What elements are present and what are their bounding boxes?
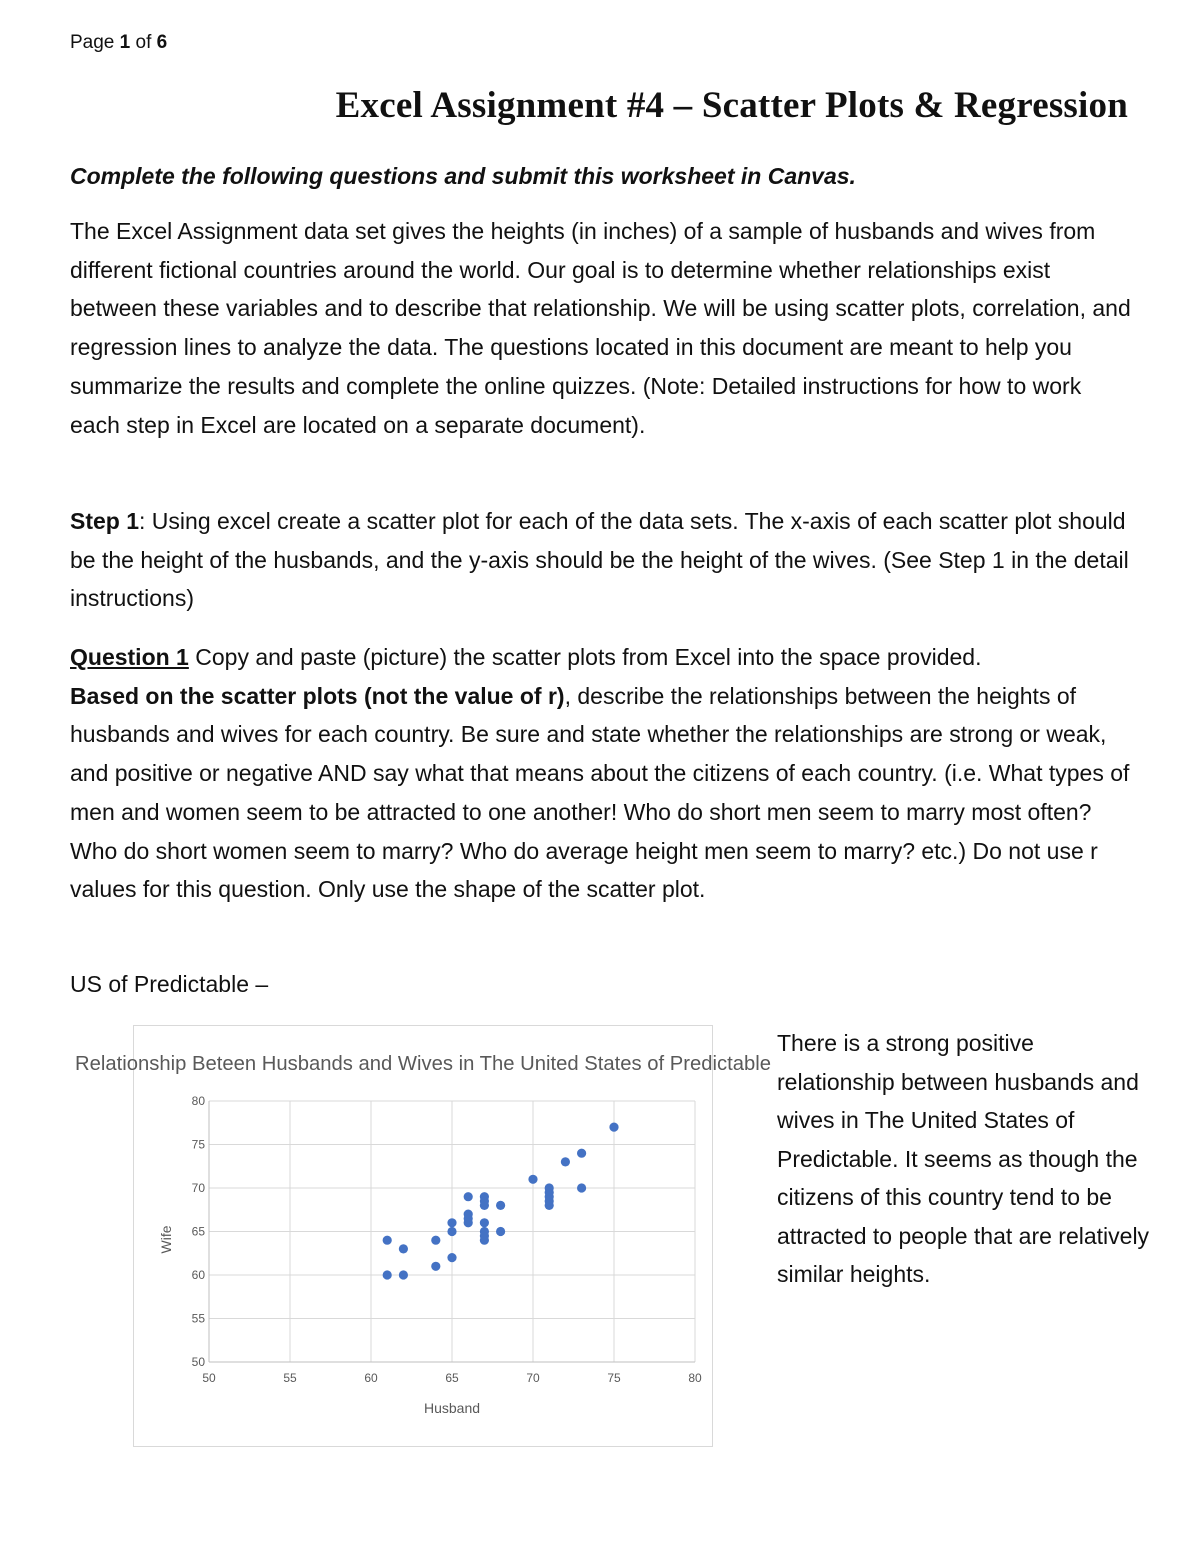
data-point: [480, 1218, 489, 1227]
data-point: [496, 1227, 505, 1236]
page-total: 6: [156, 32, 168, 53]
step1-label: Step 1: [70, 508, 140, 534]
page-current: 1: [119, 32, 131, 53]
question1-label: Question 1: [70, 644, 189, 670]
data-point: [609, 1123, 618, 1132]
data-point: [464, 1192, 473, 1201]
x-tick-label: 55: [283, 1371, 297, 1385]
question1-bold: Based on the scatter plots (not the value of r): [70, 682, 565, 709]
y-tick-label: 65: [191, 1224, 205, 1239]
page-of: of: [135, 32, 152, 53]
y-tick-label: 60: [191, 1268, 205, 1282]
data-point: [480, 1201, 489, 1210]
y-tick-label: 55: [191, 1311, 205, 1326]
data-point: [447, 1218, 456, 1227]
x-tick-label: 60: [364, 1371, 378, 1385]
data-point: [464, 1218, 473, 1227]
data-point: [447, 1253, 456, 1262]
x-tick-label: 65: [445, 1371, 459, 1385]
document-title: Excel Assignment #4 – Scatter Plots & Regression: [335, 85, 1128, 126]
x-tick-label: 80: [688, 1371, 702, 1385]
step1-paragraph: [70, 502, 1132, 618]
question1-text-b: , describe the relationships between the heights of husbands and wives for each country. Be sure and state whether the relationships are strong or weak, and positive or negative AND say what that means about the citizens of each country. (i.e. What types of men and women seem to be attracted to one another! Who do short men seem to marry most often? Who do short women seem to marry? Who do average height men seem to marry? etc.) Do not use r values for this question. Only use the shape of the scatter plot.: [70, 682, 1130, 903]
data-point: [561, 1157, 570, 1166]
data-point: [528, 1175, 537, 1184]
intro-paragraph: The Excel Assignment data set gives the heights (in inches) of a sample of husbands and wives from different fictional countries around the world. Our goal is to determine whether relationships exist between these variables and to describe that relationship. We will be using scatter plots, correlation, and regression lines to analyze the data. The questions located in this document are meant to help you summarize the results and complete the online quizzes. (Note: Detailed instructions for how to work each step in Excel are located on a separate document).: [70, 218, 1131, 438]
x-tick-label: 75: [607, 1371, 621, 1385]
step1-text: : Using excel create a scatter plot for each of the data sets. The x-axis of each scatter plot should be the height of the husbands, and the y-axis should be the height of the wives. (See Step 1 in the detail instructions): [70, 508, 1129, 612]
data-point: [399, 1270, 408, 1279]
x-tick-label: 50: [202, 1371, 216, 1385]
y-tick-label: 75: [191, 1137, 205, 1152]
x-axis-title: Husband: [423, 1400, 481, 1416]
page-number: [70, 32, 167, 54]
data-point: [545, 1201, 554, 1210]
data-point: [399, 1244, 408, 1253]
data-point: [383, 1270, 392, 1279]
data-point: [496, 1201, 505, 1210]
data-point: [431, 1236, 440, 1245]
question1-text-a: Copy and paste (picture) the scatter plots from Excel into the space provided.: [188, 644, 982, 670]
data-point: [480, 1236, 489, 1245]
y-tick-label: 80: [191, 1094, 205, 1108]
chart-title: Relationship Beteen Husbands and Wives in The United States of Predictable: [75, 1053, 771, 1075]
country-heading: US of Predictable –: [70, 971, 269, 997]
y-tick-label: 70: [191, 1181, 205, 1195]
data-point: [383, 1236, 392, 1245]
data-point: [577, 1183, 586, 1192]
data-point: [431, 1262, 440, 1271]
question1-paragraph: [70, 638, 1132, 909]
scatter-chart: [75, 1025, 771, 1447]
page-label: Page: [70, 32, 115, 53]
instructions: Complete the following questions and submit this worksheet in Canvas.: [70, 163, 856, 189]
data-point: [447, 1227, 456, 1236]
answer-text: There is a strong positive relationship between husbands and wives in The United States of Predictable. It seems as though the citizens of this country tend to be attracted to people that are relatively similar heights.: [777, 1030, 1150, 1287]
y-tick-label: 50: [191, 1355, 205, 1369]
y-axis-title: Wife: [158, 1225, 174, 1254]
data-point: [577, 1149, 586, 1158]
scatter-chart-svg: [75, 1026, 771, 1446]
x-tick-label: 70: [526, 1371, 540, 1385]
